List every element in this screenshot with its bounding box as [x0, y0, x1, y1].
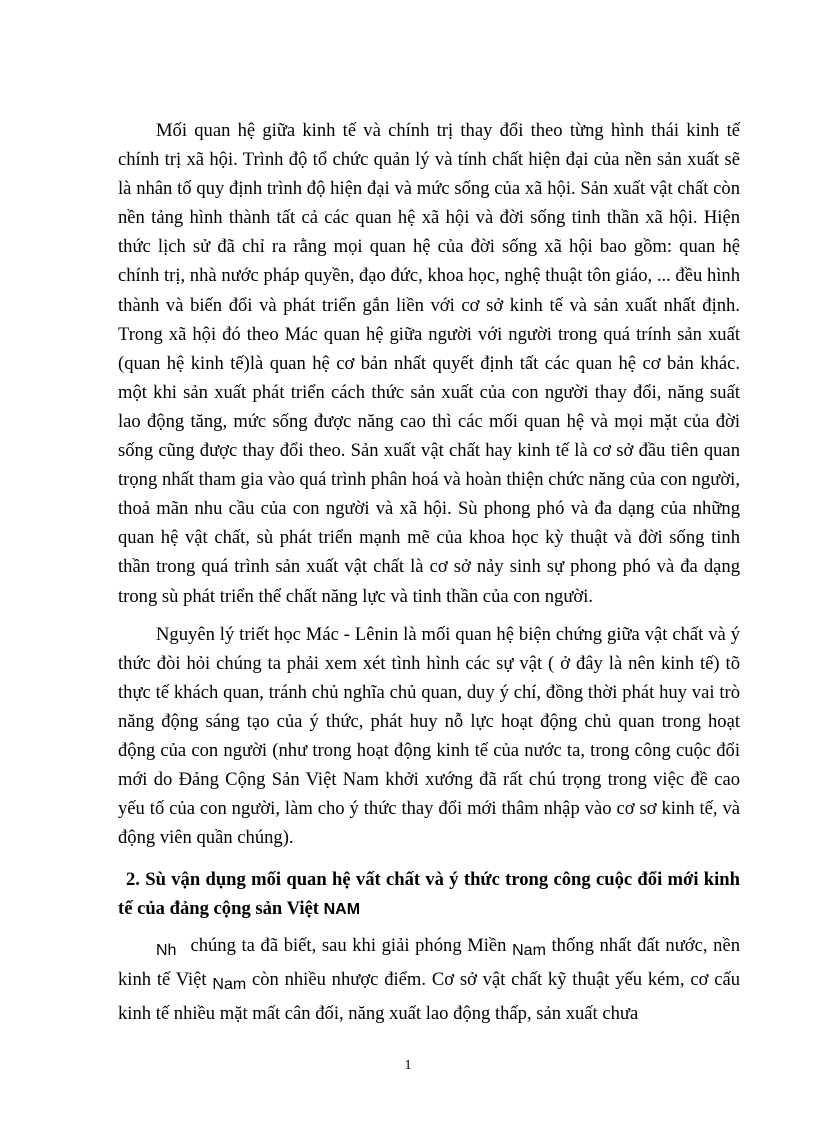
paragraph-3-part-1: chúng ta đã biết, sau khi giải phóng Miền: [190, 934, 513, 956]
section-heading-text: 2. Sù vận dụng mối quan hệ vất chất và ý thức trong công cuộc đổi mới kinh tế của đảng cộng sản Việt: [118, 869, 740, 920]
paragraph-2: Nguyên lý triết học Mác - Lênin là mối quan hệ biện chứng giữa vật chất và ý thức đòi hỏi chúng ta phải xem xét tình hình các sự vật ( ở đây là nên kinh tế) tõ thực tế khách quan, tránh chủ nghĩa chủ quan, duy ý chí, đồng thời phát huy vai trò năng động sáng tạo của ý thức, phát huy nỗ lực hoạt động chủ quan trong hoạt động của con người (như trong hoạt động kinh tế của nước ta, trong công cuộc đổi mới do Đảng Cộng Sản Việt Nam khởi xướng đã rất chú trọng trong việc đề cao yếu tố của con người, làm cho ý thức thay đổi mới thâm nhập vào cơ sơ kinh tế, và động viên quần chúng).: [118, 623, 740, 849]
paragraph-3-part-2: thống nhất đất nước, nền kinh tế Việt: [118, 934, 741, 990]
paragraph-3-nam-2: Nam: [212, 975, 247, 993]
paragraph-1: Mối quan hệ giữa kinh tế và chính trị thay đổi theo từng hình thái kinh tế chính trị xã hội. Trình độ tổ chức quản lý và tính chất hiện đại của nền sản xuất sẽ là nhân tố quy định trình độ hiện đại và mức sống của xã hội. Sản xuất vật chất còn nền tảng hình thành tất cả các quan hệ xã hội và đời sống tinh thần xã hội. Hiện thức lịch sử đã chỉ ra rằng mọi quan hệ của đời sống xã hội bao gồm: quan hệ chính trị, nhà nước pháp quyền, đạo đức, khoa học, nghệ thuật tôn giáo, ... đều hình thành và biến đổi và phát triển gắn liền với cơ sở kinh tế và sản xuất nhất định. Trong xã hội đó theo Mác quan hệ giữa người với người trong quá trính sản xuất (quan hệ kinh tế)là quan hệ cơ bản nhất quyết định tất các quan hệ cơ bản khác. một khi sản xuất phát triển cách thức sản xuất của con người thay đổi, năng suất lao động tăng, mức sống được năng cao thì các mối quan hệ và mọi mặt của đời sống cũng được thay đổi theo. Sản xuất vật chất hay kinh tế là cơ sở đầu tiên quan trọng nhất tham gia vào quá trình phân hoá và hoàn thiện chức năng của con người, thoả mãn nhu cầu của con người và xã hội. Sù phong phó và đa dạng của những quan hệ vật chất, sù phát triển mạnh mẽ của khoa học kỳ thuật và đời sống tinh thần trong quá trình sản xuất vật chất là cơ sở nảy sinh sự phong phó và đa dạng trong sù phát triển thể chất năng lực và tinh thần của con người.: [118, 120, 740, 607]
section-heading-tail: NAM: [323, 901, 361, 919]
paragraph-3-part-3: còn nhiều nhược điểm. Cơ sở vật chất kỹ thuật yếu kém, cơ cấu kinh tế nhiều mặt mất cân đối, năng xuất lao động thấp, sản xuất chưa: [118, 968, 740, 1024]
paragraph-3-lead: Nh: [156, 941, 177, 959]
section-heading: [118, 865, 740, 924]
paragraph-3-nam-1: Nam: [512, 941, 546, 959]
page-number: 1: [404, 1058, 412, 1073]
page-content: [118, 116, 740, 1028]
paragraph-3: [118, 931, 740, 1028]
